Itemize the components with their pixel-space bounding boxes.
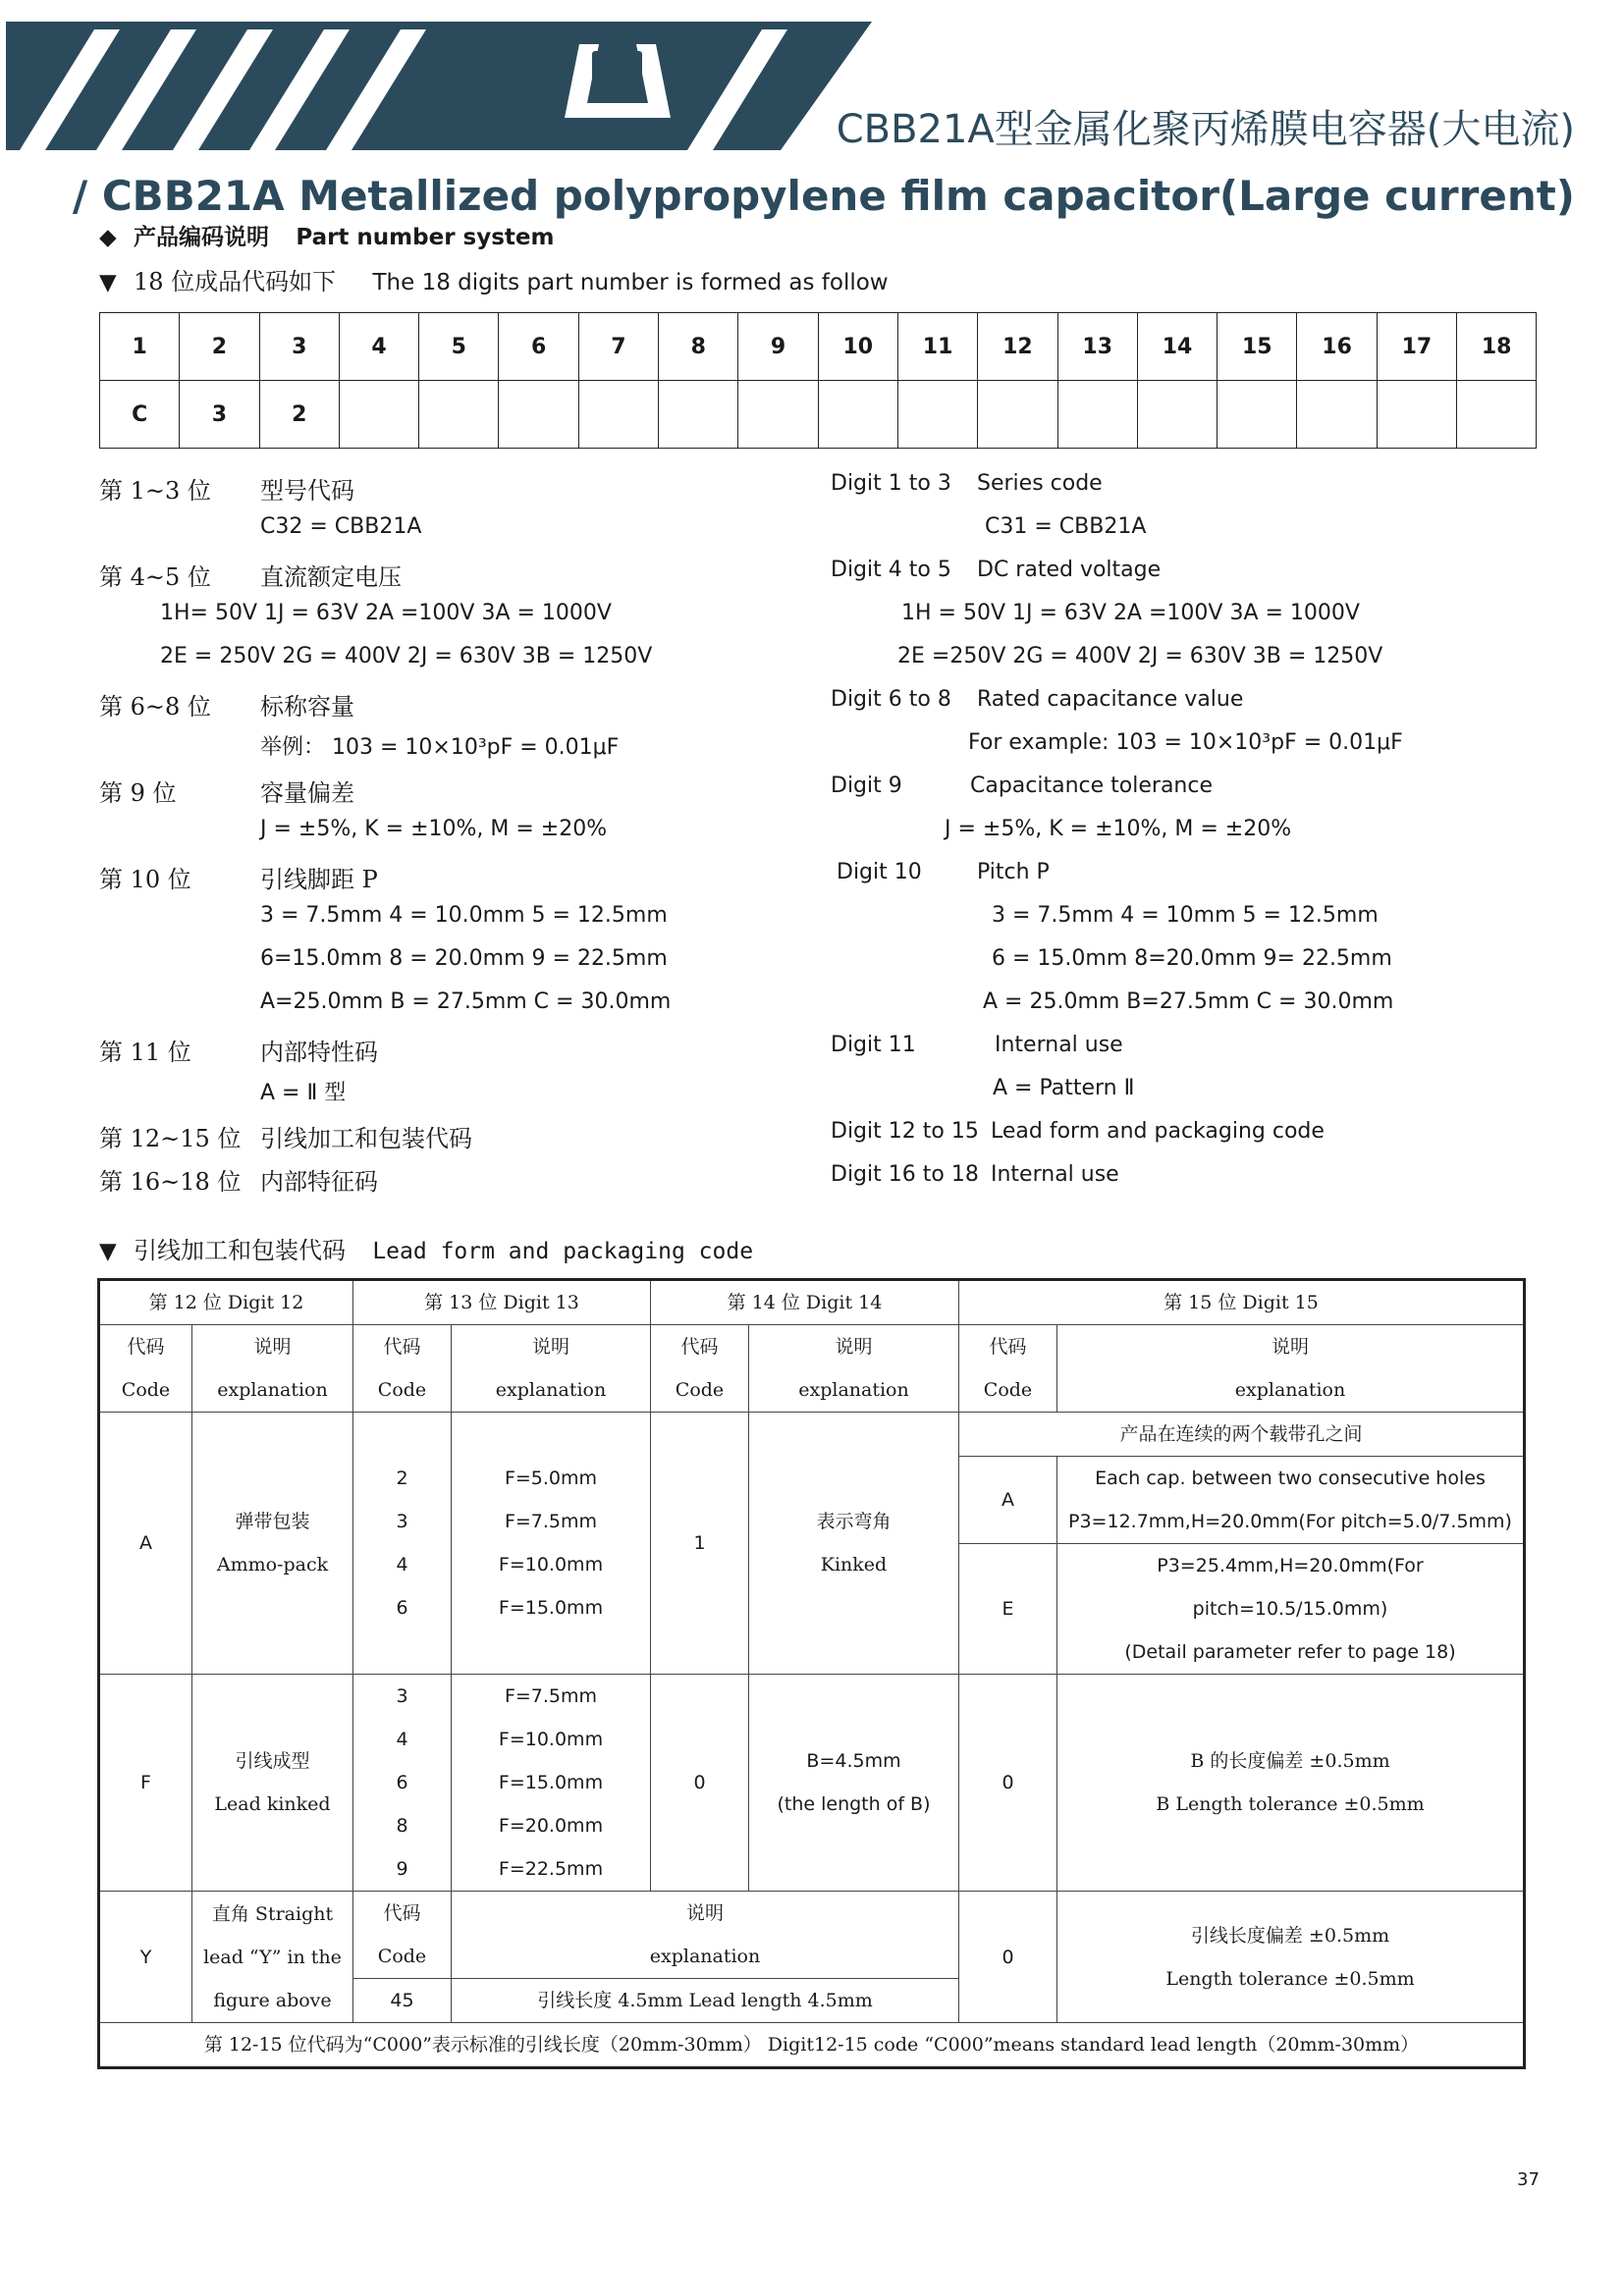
- title-chinese: CBB21A型金属化聚丙烯膜电容器(大电流): [836, 107, 1575, 152]
- list-item: F=20.0mm: [498, 1815, 604, 1837]
- digit13-codes: [353, 1675, 452, 1892]
- digit-value-cell: [1218, 381, 1297, 449]
- description-line: 引线加工和包装代码: [260, 1125, 472, 1152]
- section-18-digits: [99, 262, 889, 296]
- digit-value-cell: 3: [180, 381, 259, 449]
- digit-header-cell: 16: [1297, 313, 1377, 381]
- description-line: 第 16~18 位: [99, 1168, 242, 1196]
- digit-value-cell: [659, 381, 738, 449]
- digit-value-cell: [1137, 381, 1217, 449]
- digit14-code: 0: [651, 1675, 749, 1892]
- description-line: 2E =250V 2G = 400V 2J = 630V 3B = 1250V: [897, 644, 1383, 668]
- digits-table: [99, 312, 1537, 449]
- digit-value-cell: [1297, 381, 1377, 449]
- description-line: Digit 12 to 15: [831, 1119, 979, 1144]
- list-item: F=10.0mm: [498, 1554, 604, 1575]
- table-row: [99, 1413, 1525, 1457]
- digit-value-cell: [897, 381, 977, 449]
- description-line: J = ±5%, K = ±10%, M = ±20%: [945, 817, 1292, 841]
- digit-header-cell: 1: [100, 313, 180, 381]
- description-line: Internal use: [991, 1162, 1119, 1187]
- code-header: 代码 Code: [353, 1325, 452, 1413]
- section-en: The 18 digits part number is formed as follow: [372, 270, 889, 295]
- digit-value-cell: [339, 381, 418, 449]
- digit-header-cell: 18: [1457, 313, 1537, 381]
- description-line: C32 = CBB21A: [260, 514, 422, 539]
- description-line: Digit 16 to 18: [831, 1162, 979, 1187]
- list-item: F=10.0mm: [498, 1729, 604, 1750]
- code-header: 代码 Code: [651, 1325, 749, 1413]
- description-line: Capacitance tolerance: [970, 774, 1214, 798]
- section-cn: 18 位成品代码如下: [134, 268, 337, 295]
- digit15-code: 0: [959, 1892, 1057, 2023]
- section-part-number: [99, 219, 555, 251]
- digit-value-cell: [499, 381, 578, 449]
- description-line: 容量偏差: [260, 779, 354, 807]
- digit-header-row: [99, 1280, 1525, 1325]
- digit15-desc-e: P3=25.4mm,H=20.0mm(For pitch=10.5/15.0mm) (Detail parameter refer to page 18): [1057, 1544, 1525, 1675]
- list-item: F=7.5mm: [504, 1511, 598, 1532]
- digit-value-cell: C: [100, 381, 180, 449]
- column-header-row: [99, 1325, 1525, 1413]
- digit-value-cell: [818, 381, 897, 449]
- digit-header-cell: 7: [578, 313, 658, 381]
- list-item: 6: [396, 1772, 408, 1793]
- digit-header-cell: 9: [738, 313, 818, 381]
- digit-header-cell: 13: [1057, 313, 1137, 381]
- list-item: F=15.0mm: [498, 1772, 604, 1793]
- list-item: 6: [396, 1597, 408, 1619]
- digit-header-cell: 6: [499, 313, 578, 381]
- sub-explanation-value: 引线长度 4.5mm Lead length 4.5mm: [452, 1979, 959, 2023]
- description-line: 第 10 位: [99, 866, 191, 893]
- header-digit-12: 第 12 位 Digit 12: [99, 1280, 353, 1325]
- digit-value-cell: 2: [259, 381, 339, 449]
- digits-value-row: [100, 381, 1537, 449]
- title-english: / CBB21A Metallized polypropylene film capacitor(Large current): [72, 172, 1575, 220]
- section-en: Part number system: [296, 225, 555, 250]
- footer-note: 第 12-15 位代码为“C000”表示标准的引线长度（20mm-30mm） Digit12-15 code “C000”means standard lead length（20mm-30mm）: [99, 2023, 1525, 2068]
- table-row: [99, 1675, 1525, 1892]
- digit13-explanations: [452, 1413, 651, 1675]
- description-line: A=25.0mm B = 27.5mm C = 30.0mm: [260, 989, 672, 1014]
- description-line: Digit 10: [837, 860, 922, 884]
- digit13-explanations: [452, 1675, 651, 1892]
- description-line: 第 11 位: [99, 1039, 191, 1066]
- explanation-header: 说明 explanation: [749, 1325, 959, 1413]
- description-line: Series code: [977, 471, 1103, 496]
- digit15-desc: 引线长度偏差 ±0.5mm Length tolerance ±0.5mm: [1057, 1892, 1525, 2023]
- list-item: 9: [396, 1858, 408, 1880]
- description-line: 内部特征码: [260, 1168, 378, 1196]
- digits-header-row: [100, 313, 1537, 381]
- digit15-head: 产品在连续的两个载带孔之间: [959, 1413, 1525, 1457]
- list-item: F=15.0mm: [498, 1597, 604, 1619]
- description-line: A = Ⅱ 型: [260, 1081, 347, 1105]
- footer-row: [99, 2023, 1525, 2068]
- description-line: A = Pattern Ⅱ: [993, 1076, 1135, 1100]
- list-item: F=5.0mm: [504, 1468, 598, 1489]
- description-line: 第 12~15 位: [99, 1125, 242, 1152]
- explanation-header: 说明 explanation: [452, 1325, 651, 1413]
- description-line: Pitch P: [977, 860, 1050, 884]
- section-en: Lead form and packaging code: [372, 1239, 754, 1264]
- header-digit-14: 第 14 位 Digit 14: [651, 1280, 959, 1325]
- digit-header-cell: 5: [419, 313, 499, 381]
- section-lead-form: [99, 1231, 753, 1265]
- description-line: 第 6~8 位: [99, 693, 211, 721]
- code-a: A: [99, 1413, 192, 1675]
- digit-value-cell: [419, 381, 499, 449]
- sub-code-value: 45: [353, 1979, 452, 2023]
- description-line: 2E = 250V 2G = 400V 2J = 630V 3B = 1250V: [160, 644, 653, 668]
- digit-value-cell: [578, 381, 658, 449]
- digit-header-cell: 2: [180, 313, 259, 381]
- explanation-header: 说明 explanation: [192, 1325, 353, 1413]
- description-line: 内部特性码: [260, 1039, 378, 1066]
- section-cn: 产品编码说明: [134, 224, 270, 250]
- description-line: 3 = 7.5mm 4 = 10.0mm 5 = 12.5mm: [260, 903, 668, 928]
- code-f: F: [99, 1675, 192, 1892]
- code-header: 代码 Code: [99, 1325, 192, 1413]
- digit15-code: 0: [959, 1675, 1057, 1892]
- description-line: 6=15.0mm 8 = 20.0mm 9 = 22.5mm: [260, 946, 668, 971]
- sub-code-header: 代码 Code: [353, 1892, 452, 1979]
- digit-header-cell: 14: [1137, 313, 1217, 381]
- digit-value-cell: [1377, 381, 1456, 449]
- description-line: 1H= 50V 1J = 63V 2A =100V 3A = 1000V: [160, 601, 612, 625]
- list-item: 3: [396, 1685, 408, 1707]
- description-line: Rated capacitance value: [977, 687, 1244, 712]
- straight-lead-desc: 直角 Straight lead “Y” in the figure above: [192, 1892, 353, 2023]
- description-line: Digit 9: [831, 774, 902, 798]
- section-cn: 引线加工和包装代码: [134, 1237, 347, 1264]
- digit14-desc: 表示弯角 Kinked: [749, 1413, 959, 1675]
- description-line: C31 = CBB21A: [985, 514, 1147, 539]
- description-line: 第 9 位: [99, 779, 177, 807]
- digit-value-cell: [1057, 381, 1137, 449]
- digit15-code-a: A: [959, 1457, 1057, 1544]
- list-item: F=7.5mm: [504, 1685, 598, 1707]
- description-line: Digit 1 to 3: [831, 471, 951, 496]
- list-item: 3: [396, 1511, 408, 1532]
- explanation-header: 说明 explanation: [1057, 1325, 1525, 1413]
- digit-header-cell: 15: [1218, 313, 1297, 381]
- digit-value-cell: [1457, 381, 1537, 449]
- triangle-bullet-icon: ▼: [99, 1239, 117, 1264]
- digit13-codes: [353, 1413, 452, 1675]
- diamond-bullet-icon: ◆: [99, 225, 117, 250]
- digit15-desc-a: Each cap. between two consecutive holes P3=12.7mm,H=20.0mm(For pitch=5.0/7.5mm): [1057, 1457, 1525, 1544]
- description-line: A = 25.0mm B=27.5mm C = 30.0mm: [983, 989, 1394, 1014]
- digit-header-cell: 17: [1377, 313, 1456, 381]
- description-line: Lead form and packaging code: [991, 1119, 1325, 1144]
- lead-kinked-desc: 引线成型 Lead kinked: [192, 1675, 353, 1892]
- digit-header-cell: 10: [818, 313, 897, 381]
- digit15-desc: B 的长度偏差 ±0.5mm B Length tolerance ±0.5mm: [1057, 1675, 1525, 1892]
- ammo-pack-desc: 弹带包装 Ammo-pack: [192, 1413, 353, 1675]
- description-line: DC rated voltage: [977, 558, 1162, 582]
- table-row: [99, 1892, 1525, 1979]
- list-item: 2: [396, 1468, 408, 1489]
- digit-header-cell: 4: [339, 313, 418, 381]
- sub-explanation-header: 说明 explanation: [452, 1892, 959, 1979]
- digit-header-cell: 11: [897, 313, 977, 381]
- triangle-bullet-icon: ▼: [99, 270, 117, 295]
- digit-value-cell: [978, 381, 1057, 449]
- description-line: 3 = 7.5mm 4 = 10mm 5 = 12.5mm: [992, 903, 1379, 928]
- code-y: Y: [99, 1892, 192, 2023]
- page-number: 37: [1517, 2169, 1540, 2190]
- description-line: J = ±5%, K = ±10%, M = ±20%: [260, 817, 608, 841]
- list-item: 4: [396, 1554, 408, 1575]
- list-item: 4: [396, 1729, 408, 1750]
- list-item: F=22.5mm: [498, 1858, 604, 1880]
- header-digit-15: 第 15 位 Digit 15: [959, 1280, 1525, 1325]
- digit-value-cell: [738, 381, 818, 449]
- code-header: 代码 Code: [959, 1325, 1057, 1413]
- description-line: 引线脚距 P: [260, 866, 378, 893]
- digit14-desc: B=4.5mm (the length of B): [749, 1675, 959, 1892]
- lead-form-table: [97, 1278, 1526, 2069]
- description-line: 6 = 15.0mm 8=20.0mm 9= 22.5mm: [992, 946, 1392, 971]
- description-line: 第 4~5 位: [99, 563, 211, 591]
- description-line: Internal use: [995, 1033, 1123, 1057]
- digit15-code-e: E: [959, 1544, 1057, 1675]
- description-line: 型号代码: [260, 477, 354, 505]
- description-line: Digit 11: [831, 1033, 916, 1057]
- description-line: 第 1~3 位: [99, 477, 211, 505]
- digit-header-cell: 12: [978, 313, 1057, 381]
- description-line: 直流额定电压: [260, 563, 402, 591]
- description-line: Digit 4 to 5: [831, 558, 951, 582]
- description-line: Digit 6 to 8: [831, 687, 951, 712]
- digit-header-cell: 8: [659, 313, 738, 381]
- description-line: 标称容量: [260, 693, 354, 721]
- list-item: 8: [396, 1815, 408, 1837]
- digit14-code: 1: [651, 1413, 749, 1675]
- description-line: 1H = 50V 1J = 63V 2A =100V 3A = 1000V: [901, 601, 1360, 625]
- description-line: For example: 103 = 10×10³pF = 0.01μF: [968, 730, 1403, 755]
- header-digit-13: 第 13 位 Digit 13: [353, 1280, 651, 1325]
- digit-header-cell: 3: [259, 313, 339, 381]
- description-line: 举例： 103 = 10×10³pF = 0.01μF: [260, 735, 620, 760]
